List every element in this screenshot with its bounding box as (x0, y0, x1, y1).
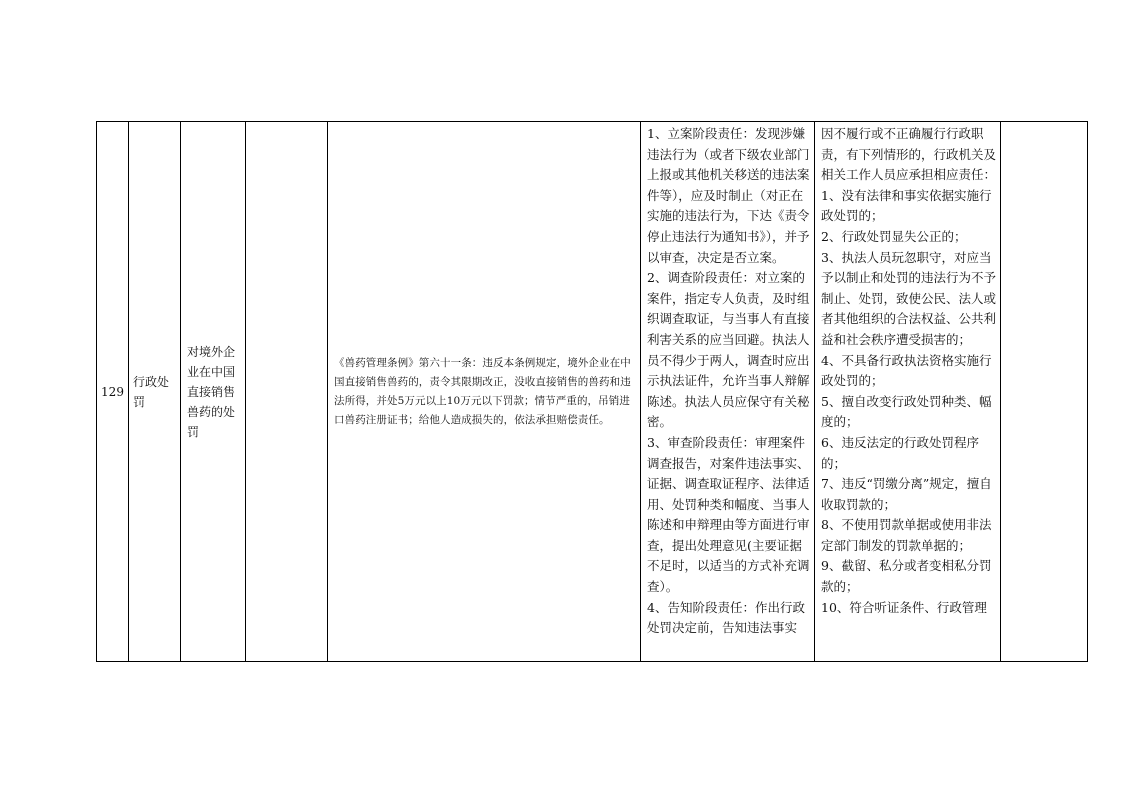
row-number: 129 (101, 384, 124, 399)
legal-basis-text: 《兽药管理条例》第六十一条：违反本条例规定，境外企业在中国直接销售兽药的，责令其限期改正，没收直接销售的兽药和违法所得，并处5万元以上10万元以下罚款；情节严重的，吊销进口兽药注册证书；给他人造成损失的，依法承担赔偿责任。 (334, 356, 631, 426)
duties-cell (641, 122, 815, 662)
responsibility-table (96, 121, 1088, 662)
sub-item-cell (246, 122, 328, 662)
item-name-text: 对境外企业在中国直接销售兽药的处罚 (187, 344, 236, 439)
category-text: 行政处罚 (133, 374, 170, 409)
legal-basis-cell (328, 122, 641, 662)
remarks-cell (1001, 122, 1088, 662)
duties-text: 1、立案阶段责任：发现涉嫌违法行为（或者下级农业部门上报或其他机关移送的违法案件等），应及时制止（对正在实施的违法行为，下达《责令停止违法行为通知书》），并予以审查，决定是否立案。 2、调查阶段责任：对立案的案件，指定专人负责，及时组织调查取证，与当事人有直接利害关系的应当回避。执法人员不得少于两人，调查时应出示执法证件，允许当事人辩解陈述。执法人员应保守有关秘密。 3、审查阶段责任：审理案件调查报告，对案件违法事实、证据、调查取证程序、法律适用、处罚种类和幅度、当事人陈述和申辩理由等方面进行审查，提出处理意见(主要证据不足时，以适当的方式补充调查）。 4、告知阶段责任：作出行政处罚决定前，告知违法事实 (647, 126, 810, 636)
row-number-cell (97, 122, 129, 662)
table-row (97, 122, 1088, 662)
category-cell (129, 122, 181, 662)
accountability-text: 因不履行或不正确履行行政职责，有下列情形的，行政机关及相关工作人员应承担相应责任： 1、没有法律和事实依据实施行政处罚的； 2、行政处罚显失公正的； 3、执法人员玩忽职守，对应当予以制止和处罚的违法行为不予制止、处罚，致使公民、法人或者其他组织的合法权益、公共利益和社会秩序遭受损害的； 4、不具备行政执法资格实施行政处罚的； 5、擅自改变行政处罚种类、幅度的； 6、违反法定的行政处罚程序的； 7、违反“罚缴分离”规定，擅自收取罚款的； 8、不使用罚款单据或使用非法定部门制发的罚款单据的； 9、截留、私分或者变相私分罚款的； 10、符合听证条件、行政管理 (821, 126, 997, 615)
item-name-cell (181, 122, 246, 662)
accountability-cell (815, 122, 1001, 662)
